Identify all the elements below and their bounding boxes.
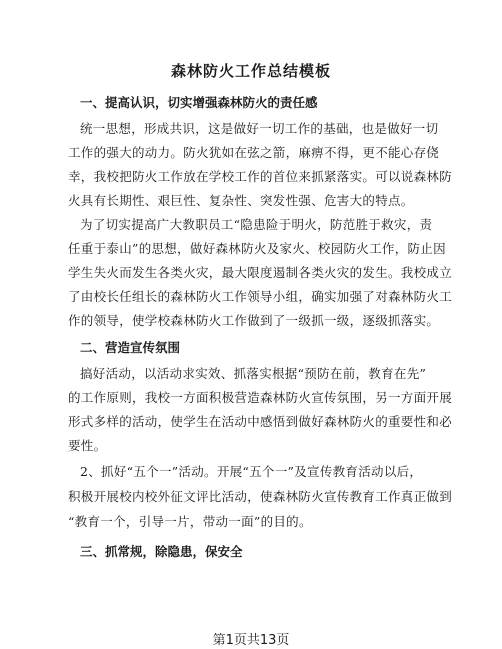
s2-p2-line-1: 2、抓好“五个一”活动。开展“五个一”及宣传教育活动以后， [80,464,423,479]
s2-p1-line-2: 的工作原则，我校一方面积极营造森林防火宣传氛围，另一方面开展 [68,390,453,405]
section-3-heading: 三、抓常规，除隐患，保安全 [80,544,243,559]
s1-p1-line-4: 火具有长期性、艰巨性、复杂性、突发性强、危害大的特点。 [68,193,414,208]
page-footer: 第1页共13页 [212,633,290,648]
s1-p1-line-2: 工作的强大的动力。防火犹如在弦之箭，麻痹不得，更不能心存侥 [68,145,440,160]
s1-p1-line-1: 统一思想，形成共识，这是做好一切工作的基础，也是做好一切 [80,121,439,136]
s1-p2-line-5: 作的领导，使学校森林防火工作做到了一级抓一级，逐级抓落实。 [68,313,440,328]
s1-p2-line-3: 学生失火而发生各类火灾，最大限度遏制各类火灾的发生。我校成立 [68,265,453,280]
section-1-heading: 一、提高认识，切实增强森林防火的责任感 [80,95,318,110]
s2-p1-line-4: 要性。 [68,438,107,453]
s1-p2-line-1: 为了切实提高广大教职员工“隐患险于明火，防范胜于救灾，责 [80,217,433,232]
section-2-heading: 二、营造宣传氛围 [80,340,181,355]
s1-p2-line-4: 了由校长任组长的森林防火工作领导小组，确实加强了对森林防火工 [68,289,453,304]
s2-p1-line-3: 形式多样的活动，使学生在活动中感悟到做好森林防火的重要性和必 [68,414,453,429]
s2-p2-line-3: “教育一个，引导一片，带动一面”的目的。 [68,514,312,529]
s2-p2-line-2: 积极开展校内校外征文评比活动，使森林防火宣传教育工作真正做到 [68,489,453,504]
document-title: 森林防火工作总结模板 [170,62,331,80]
s1-p2-line-2: 任重于泰山”的思想，做好森林防火及家火、校园防火工作，防止因 [68,241,446,256]
s1-p1-line-3: 幸，我校把防火工作放在学校工作的首位来抓紧落实。可以说森林防 [68,169,453,184]
s2-p1-line-1: 搞好活动，以活动求实效、抓落实根据“预防在前，教育在先” [80,366,427,381]
